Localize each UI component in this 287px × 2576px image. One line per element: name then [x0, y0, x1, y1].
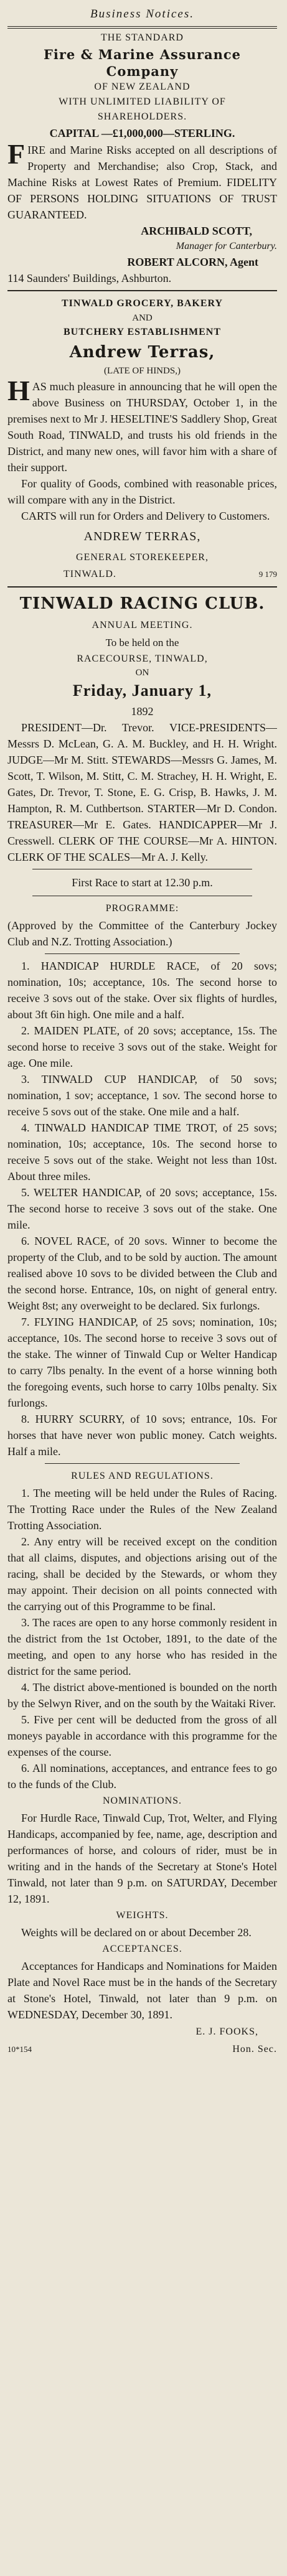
racing-sig-role: Hon. Sec.	[232, 2044, 277, 2054]
grocery-proprietor: Andrew Terras,	[69, 343, 215, 362]
programme-approval: (Approved by the Committee of the Canterbury Jockey Club and N.Z. Trotting Association.)	[7, 919, 277, 948]
acceptances-text: Acceptances for Handicaps and Nominations for Maiden Plate and Novel Race must be in the hands of the Secretary at Stone's Hotel, Tinwald, not later than 9 p.m. on WEDNESDAY, December 30, 1891.	[7, 1960, 277, 2021]
insurance-address: 114 Saunders' Buildings, Ashburton.	[7, 272, 172, 284]
nominations-title: NOMINATIONS.	[102, 1796, 182, 1806]
grocery-body-2: For quality of Goods, combined with reasonable prices, will compare with any in the District.	[7, 477, 277, 506]
grocery-ref: 9 179	[258, 569, 277, 579]
racing-sig-name: E. J. FOOKS,	[195, 2026, 258, 2037]
insurance-manager-role: Manager for Canterbury.	[176, 241, 277, 251]
rule-list	[7, 1485, 277, 1792]
nominations-text: For Hurdle Race, Tinwald Cup, Trot, Welter, and Flying Handicaps, accompanied by fee, name, age, description and performances of horse, and colours of rider, must be in writing and in the hands of the Secretary at Stone's Hotel Tinwald, not later than 9 p.m. on SATURDAY, December 12, 1891.	[7, 1812, 277, 1905]
rules-title: RULES AND REGULATIONS.	[71, 1471, 214, 1481]
weights-title: WEIGHTS.	[116, 1910, 169, 1921]
acceptances-title: ACCEPTANCES.	[102, 1944, 182, 1954]
racing-subtitle: ANNUAL MEETING.	[92, 620, 193, 630]
grocery-body	[7, 375, 277, 475]
race-item: 1. HANDICAP HURDLE RACE, of 20 sovs; nomination, 10s; acceptance, 10s. The second horse to receive 3 sovs out of the stake. Over six flights of hurdles, about 3ft 6in high. One mile and a half.	[7, 960, 277, 1021]
insurance-liability: WITH UNLIMITED LIABILITY OF	[59, 96, 226, 107]
divider	[7, 290, 277, 291]
race-item: 2. MAIDEN PLATE, of 20 sovs; acceptance, 15s. The second horse to receive 3 sovs out of the stake. Weight for age. One mile.	[7, 1024, 277, 1069]
divider	[45, 1463, 240, 1464]
rule-item: 6. All nominations, acceptances, and entrance fees to go to the funds of the Club.	[7, 1762, 277, 1791]
insurance-agent: ROBERT ALCORN, Agent	[127, 256, 258, 268]
insurance-advert	[7, 30, 277, 286]
programme-title: PROGRAMME:	[105, 903, 179, 914]
grocery-sig-role: GENERAL STOREKEEPER,	[76, 552, 209, 563]
insurance-body-text: IRE and Marine Risks accepted on all descriptions of Property and Merchandise; also Crop, Stack, and Machine Risks at Lowest Rates of Premium. FIDELITY OF PERSONS HOLDING SITUATIONS OF TRUST GUARANTEED.	[7, 144, 277, 221]
race-item: 7. FLYING HANDICAP, of 25 sovs; nomination, 10s; acceptance, 10s. The second horse to receive 3 sovs out of the stake. The winner of Tinwald Cup or Welter Handicap to carry 7lbs penalty. In the event of a horse winning both the foregoing events, such horse to carry 10lbs penalty. Six furlongs.	[7, 1316, 277, 1409]
race-item: 3. TINWALD CUP HANDICAP, of 50 sovs; nomination, 1 sov; acceptance, 1 sov. The second horse to receive 5 sovs out of the stake. One mile and a half.	[7, 1073, 277, 1118]
rule-item: 1. The meeting will be held under the Rules of Racing. The Trotting Race under the Rules of the New Zealand Trotting Association.	[7, 1487, 277, 1532]
racing-first-race: First Race to start at 12.30 p.m.	[72, 876, 213, 889]
dropcap: F	[7, 138, 26, 170]
race-item: 5. WELTER HANDICAP, of 20 sovs; acceptance, 15s. The second horse to receive 3 sovs out of the stake. One mile.	[7, 1186, 277, 1231]
racing-held-2: RACECOURSE, TINWALD,	[77, 653, 208, 664]
grocery-and: AND	[132, 313, 153, 323]
grocery-late-of: (LATE OF HINDS,)	[104, 366, 181, 376]
rule-item: 5. Five per cent will be deducted from the gross of all moneys payable in accordance with this programme for the expenses of the course.	[7, 1713, 277, 1758]
grocery-body-3: CARTS will run for Orders and Delivery to Customers.	[21, 510, 270, 522]
race-list	[7, 958, 277, 1459]
rule-item: 4. The district above-mentioned is bounded on the north by the Selwyn River, and on the south by the Waitaki River.	[7, 1681, 277, 1710]
racing-year: 1892	[131, 705, 154, 718]
grocery-sig-name: ANDREW TERRAS,	[83, 530, 201, 543]
divider	[45, 953, 240, 954]
insurance-country: OF NEW ZEALAND	[94, 82, 191, 92]
insurance-manager-name: ARCHIBALD SCOTT,	[141, 225, 252, 237]
grocery-heading: TINWALD GROCERY, BAKERY	[61, 298, 223, 309]
racing-title: TINWALD RACING CLUB.	[19, 594, 265, 613]
racing-officers: PRESIDENT—Dr. Trevor. VICE-PRESIDENTS—Messrs D. McLean, G. A. M. Buckley, and H. H. Wright. JUDGE—Mr M. Stitt. STEWARDS—Messrs G. James, M. Scott, T. Wilson, M. Stitt, C. M. Strachey, H. H. Wright, E. Gates, Dr. Trevor, T. Stone, E. G. Crisp, B. Hawks, J. M. Hampton, R. M. Cuthbertson. STARTER—Mr D. Condon. TREASURER—Mr E. Gates. HANDICAPPER—Mr J. Cresswell. CLERK OF THE COURSE—Mr A. HINTON. CLERK OF THE SCALES—Mr A. J. Kelly.	[7, 721, 277, 863]
dropcap: H	[7, 375, 30, 406]
racing-held-1: To be held on the	[105, 637, 179, 649]
grocery-sig-row	[7, 566, 277, 583]
race-item: 4. TINWALD HANDICAP TIME TROT, of 25 sovs; nomination, 10s; acceptance, 10s. The second horse to receive 5 sovs out of the stake. Weight not less than 10st. About three miles.	[7, 1122, 277, 1183]
page-title: Business Notices.	[90, 7, 194, 21]
weights-text: Weights will be declared on or about December 28.	[21, 1926, 252, 1939]
grocery-sig-place: TINWALD.	[64, 569, 116, 579]
divider	[7, 586, 277, 588]
racing-held-3: ON	[135, 668, 149, 678]
grocery-butchery: BUTCHERY ESTABLISHMENT	[63, 327, 222, 337]
rule-item: 3. The races are open to any horse commonly resident in the district from the 1st October, 1891, to the date of the meeting, and open to any horse who has resided in the district for the same period.	[7, 1616, 277, 1677]
insurance-shareholders: SHAREHOLDERS.	[97, 111, 187, 122]
racing-advert	[7, 591, 277, 2058]
insurance-company-word: Company	[106, 63, 179, 79]
insurance-capital: CAPITAL —£1,000,000—STERLING.	[49, 127, 235, 139]
racing-sig-row	[7, 2041, 277, 2058]
rule-item: 2. Any entry will be received except on the condition that all claims, disputes, and objections arising out of the racing, shall be decided by the Stewards, or whom they may appoint. Their decision on all points connected with the carrying out of this Programme to be final.	[7, 1535, 277, 1613]
grocery-body-text: AS much pleasure in announcing that he will open the above Business on THURSDAY, October 1, in the premises next to Mr J. HESELTINE'S Saddlery Shop, Great South Road, TINWALD, and trusts his old friends in the District, and many new ones, will favor him with a share of their support.	[7, 380, 277, 474]
grocery-advert	[7, 295, 277, 583]
insurance-body	[7, 138, 277, 223]
racing-date: Friday, January 1,	[72, 681, 212, 700]
racing-ref: 10*154	[7, 2044, 32, 2054]
divider	[7, 26, 277, 29]
insurance-line: THE STANDARD	[101, 32, 184, 43]
race-item: 8. HURRY SCURRY, of 10 sovs; entrance, 10s. For horses that have never won public money. Catch weights. Half a mile.	[7, 1413, 277, 1458]
insurance-company-name: Fire & Marine Assurance	[43, 47, 242, 62]
race-item: 6. NOVEL RACE, of 20 sovs. Winner to become the property of the Club, and to be sold by auction. The amount realised above 10 sovs to be divided between the Club and the second horse. Entrance, 10s, on night of general entry. Weight 8st; any overweight to be declared. Six furlongs.	[7, 1235, 277, 1312]
